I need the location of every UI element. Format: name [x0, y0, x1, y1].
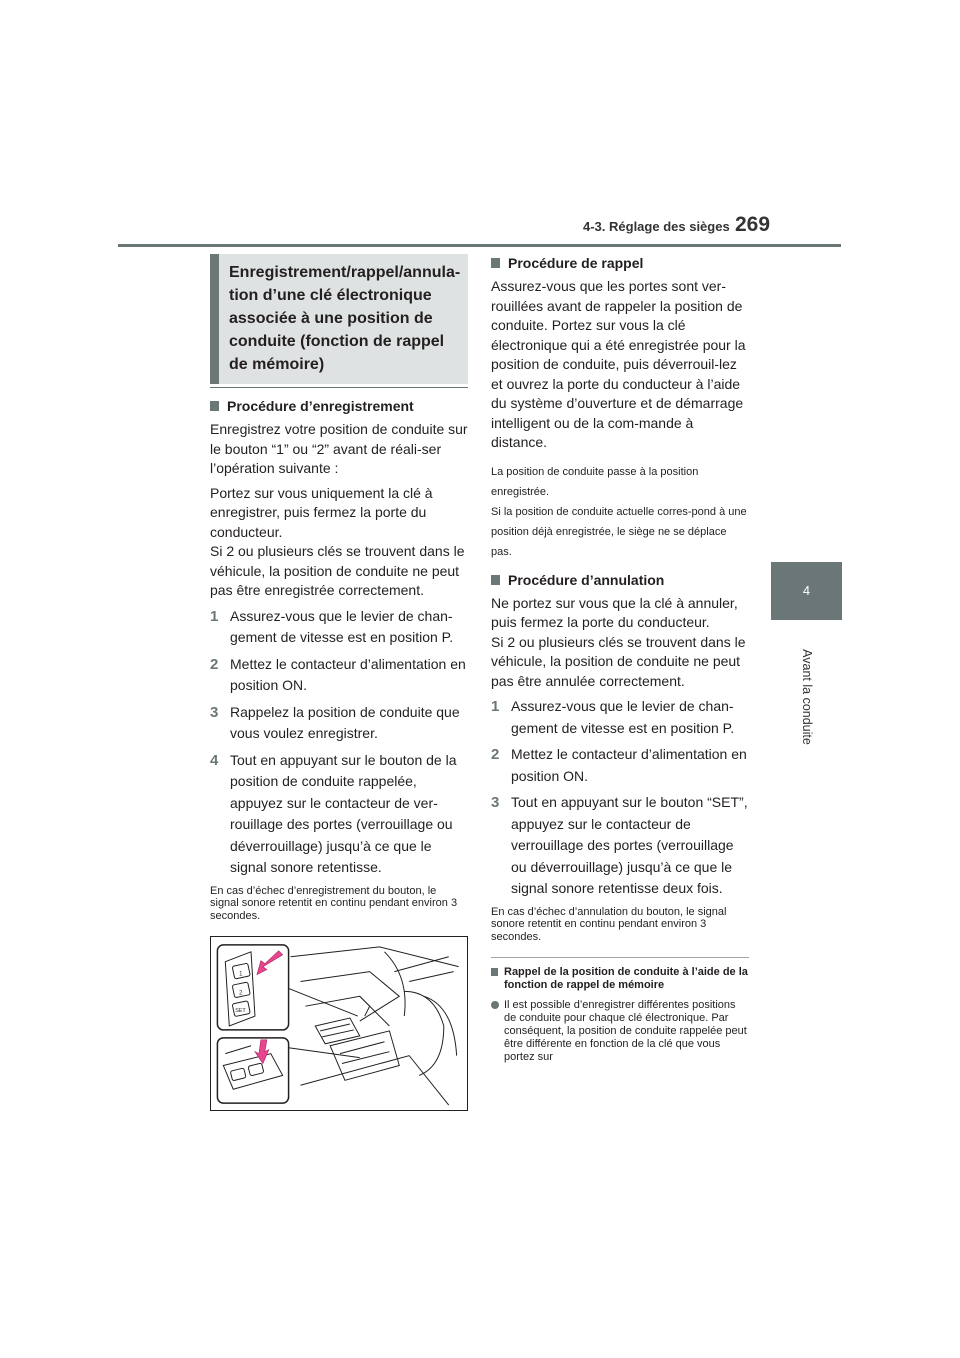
paragraph: Assurez-vous que les portes sont ver-rouillées avant de rappeler la position de conduite. Portez sur vous la clé électronique qui a été enregistrée pour la position de conduite, puis déverrouil-lez et ouvrez la porte du conducteur à l’aide du système d’ouverture et de démarrage intelligent ou de la com-mande à distance.: [491, 278, 746, 450]
page-number: 269: [735, 213, 771, 236]
info-heading-text: Rappel de la position de conduite à l’aide de la fonction de rappel de mémoire: [504, 966, 748, 991]
door-panel-drawing: [211, 937, 467, 1110]
divider: [491, 957, 749, 958]
step-item: [491, 696, 749, 739]
section-title: 4-3. Réglage des sièges: [583, 219, 730, 234]
step-text: Tout en appuyant sur le bouton de la position de conduite rappelée, appuyez sur le contacteur de ver-rouillage des portes (verrouillage ou déverrouillage) jusqu’à ce que le signal sonore retentisse.: [230, 751, 457, 875]
step-text: Mettez le contacteur d’alimentation en position ON.: [511, 746, 747, 784]
step-number: 2: [210, 655, 219, 673]
step-item: [210, 750, 468, 879]
step-number: 2: [491, 746, 500, 763]
step-number: 1: [210, 607, 219, 625]
chapter-label: Avant la conduite: [800, 649, 814, 745]
section-heading: Enregistrement/rappel/annula-tion d’une clé électronique associée à une position de conduite (fonction de rappel de mémoire): [210, 254, 468, 384]
step-text: Assurez-vous que le levier de chan-gement de vitesse est en position P.: [511, 698, 735, 736]
info-bullet-text: Il est possible d’enregistrer différentes positions de conduite pour chaque clé électronique. Par conséquent, la position de conduite rappelée peut être différente en fonction de la clé que vous portez sur: [504, 999, 747, 1063]
step-text: Mettez le contacteur d’alimentation en position ON.: [230, 655, 466, 693]
registration-heading-text: Procédure d’enregistrement: [227, 398, 414, 414]
header-rule: [118, 244, 841, 247]
step-item: [210, 654, 468, 697]
button-label: SET: [235, 1008, 246, 1015]
step-item: [210, 606, 468, 649]
step-item: [491, 744, 749, 787]
square-bullet-icon: [491, 575, 500, 585]
step-text: Rappelez la position de conduite que vous voulez enregistrer.: [230, 703, 460, 741]
step-text: Tout en appuyant sur le bouton “SET”, appuyez sur le contacteur de verrouillage des portes (verrouillage ou déverrouillage) jusqu’à ce que le signal sonore retentisse deux fois.: [511, 794, 748, 896]
button-label: 1: [239, 971, 243, 978]
square-bullet-icon: [491, 968, 498, 976]
right-column: [491, 254, 749, 1064]
info-heading: [491, 966, 749, 992]
cancel-heading: [491, 571, 749, 589]
small-text: Si la position de conduite actuelle corres-pond à une position déjà enregistrée, le siège ne se déplace pas.: [491, 505, 747, 558]
inset-door-lock-switch: [217, 1038, 288, 1103]
square-bullet-icon: [491, 258, 500, 268]
registration-heading: [210, 397, 468, 415]
circle-bullet-icon: [491, 1001, 499, 1009]
square-bullet-icon: [210, 401, 219, 411]
step-number: 4: [210, 751, 219, 769]
chapter-tab[interactable]: 4: [771, 562, 842, 620]
note-text: En cas d’échec d’enregistrement du bouton, le signal sonore retentit en continu pendant environ 3 secondes.: [210, 884, 458, 922]
paragraph: Si 2 ou plusieurs clés se trouvent dans le véhicule, la position de conduite ne peut pas être enregistrée correctement.: [210, 543, 465, 598]
recall-heading-text: Procédure de rappel: [508, 255, 644, 271]
note-text: En cas d’échec d’annulation du bouton, le signal sonore retentit en continu pendant environ 3 secondes.: [491, 905, 727, 943]
step-item: [491, 792, 749, 900]
step-number: 1: [491, 698, 500, 715]
step-item: [210, 702, 468, 745]
left-column: [210, 254, 468, 1111]
paragraph: Si 2 ou plusieurs clés se trouvent dans le véhicule, la position de conduite ne peut pas être annulée correctement.: [491, 633, 746, 689]
small-text: La position de conduite passe à la position enregistrée.: [491, 465, 699, 498]
paragraph: Ne portez sur vous que la clé à annuler, puis fermez la porte du conducteur.: [491, 594, 738, 630]
step-text: Assurez-vous que le levier de chan-gement de vitesse est en position P.: [230, 607, 454, 645]
info-bullet: [491, 999, 749, 1064]
step-number: 3: [210, 703, 219, 721]
step-number: 3: [491, 794, 500, 811]
paragraph: Portez sur vous uniquement la clé à enregistrer, puis fermez la porte du conducteur.: [210, 484, 433, 540]
recall-heading: [491, 254, 749, 272]
door-buttons-illustration: [210, 936, 468, 1111]
button-label: 2: [239, 990, 243, 997]
paragraph: Enregistrez votre position de conduite sur le bouton “1” ou “2” avant de réali-ser l’opération suivante :: [210, 421, 468, 476]
cancel-heading-text: Procédure d’annulation: [508, 571, 665, 588]
heading-rule: [210, 387, 468, 388]
